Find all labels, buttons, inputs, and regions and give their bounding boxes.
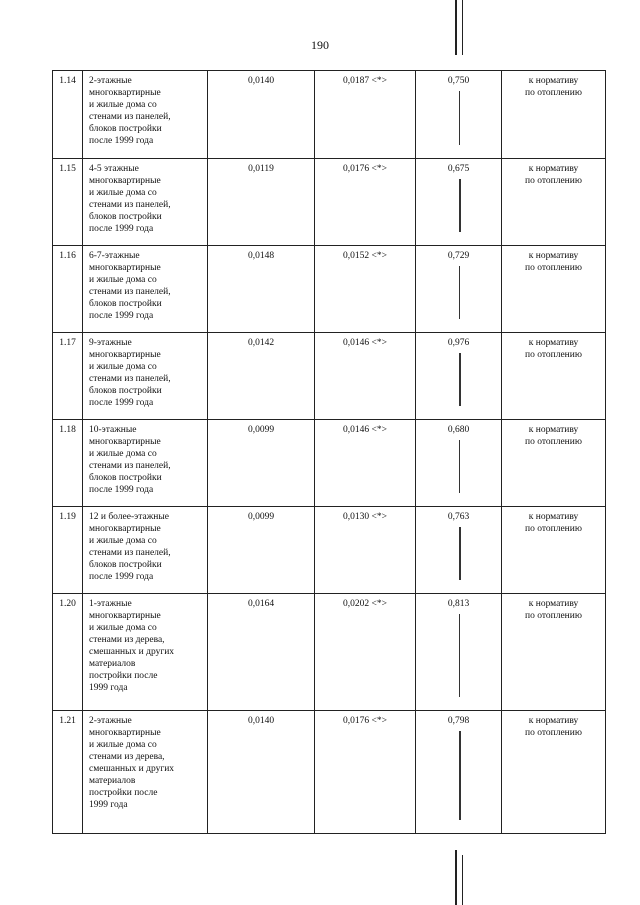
description-line: 1-этажные [89, 599, 132, 609]
description-line: после 1999 года [89, 224, 154, 234]
description-line: 1999 года [89, 800, 128, 810]
note-line: к нормативу [528, 251, 579, 261]
description-line: стенами из дерева, [89, 635, 165, 645]
table-row [53, 420, 606, 507]
note [502, 507, 606, 594]
row-number: 1.14 [53, 71, 83, 159]
note [502, 333, 606, 420]
value-1: 0,0164 [208, 594, 315, 711]
note-line: к нормативу [528, 512, 579, 522]
row-number: 1.19 [53, 507, 83, 594]
description-line: смешанных и других [89, 647, 175, 657]
value-3-cell [416, 333, 502, 420]
description-line: многоквартирные [89, 350, 161, 360]
building-description [83, 594, 208, 711]
description-line: после 1999 года [89, 311, 154, 321]
table-row [53, 711, 606, 834]
note [502, 594, 606, 711]
value-1: 0,0119 [208, 159, 315, 246]
description-line: смешанных и других [89, 764, 175, 774]
table-row [53, 594, 606, 711]
value-2: 0,0187 <*> [315, 71, 416, 159]
value-3: 0,680 [447, 425, 470, 435]
description-line: блоков постройки [89, 124, 162, 134]
note [502, 711, 606, 834]
description-line: стенами из панелей, [89, 112, 171, 122]
table-row [53, 246, 606, 333]
building-description [83, 71, 208, 159]
table-row [53, 71, 606, 159]
note-line: к нормативу [528, 599, 579, 609]
note [502, 246, 606, 333]
value-3: 0,750 [447, 76, 470, 86]
description-line: постройки после [89, 671, 158, 681]
value-3-cell [416, 71, 502, 159]
description-line: стенами из панелей, [89, 548, 171, 558]
scan-artifact-line [459, 527, 461, 580]
description-line: стенами из панелей, [89, 287, 171, 297]
description-line: блоков постройки [89, 560, 162, 570]
building-description [83, 420, 208, 507]
building-description [83, 711, 208, 834]
note [502, 420, 606, 507]
table-row [53, 333, 606, 420]
description-line: блоков постройки [89, 299, 162, 309]
description-line: после 1999 года [89, 485, 154, 495]
description-line: стенами из дерева, [89, 752, 165, 762]
note-line: по отоплению [525, 263, 582, 273]
note-line: к нормативу [528, 716, 579, 726]
description-line: стенами из панелей, [89, 374, 171, 384]
description-line: многоквартирные [89, 524, 161, 534]
value-3-cell [416, 159, 502, 246]
value-2: 0,0146 <*> [315, 333, 416, 420]
description-line: 4-5 этажные [89, 164, 139, 174]
scan-artifact-line [459, 731, 461, 820]
description-line: постройки после [89, 788, 158, 798]
scan-artifact-line [459, 91, 460, 145]
note-line: по отоплению [525, 437, 582, 447]
scan-artifact-line [459, 266, 460, 319]
building-description [83, 159, 208, 246]
note-line: по отоплению [525, 88, 582, 98]
note-line: к нормативу [528, 338, 579, 348]
row-number: 1.17 [53, 333, 83, 420]
description-line: многоквартирные [89, 263, 161, 273]
value-3-cell [416, 507, 502, 594]
description-line: блоков постройки [89, 386, 162, 396]
note-line: к нормативу [528, 164, 579, 174]
value-1: 0,0140 [208, 71, 315, 159]
scan-artifact-line [459, 614, 460, 697]
scan-edge-mark-bottom-2 [462, 855, 463, 905]
description-line: многоквартирные [89, 728, 161, 738]
building-description [83, 333, 208, 420]
scan-artifact-line [459, 353, 461, 406]
description-line: и жилые дома со [89, 188, 157, 198]
note-line: по отоплению [525, 350, 582, 360]
note-line: к нормативу [528, 76, 579, 86]
value-1: 0,0140 [208, 711, 315, 834]
building-description [83, 507, 208, 594]
value-3: 0,798 [447, 716, 470, 726]
description-line: и жилые дома со [89, 536, 157, 546]
scan-artifact-line [459, 179, 461, 232]
value-3-cell [416, 246, 502, 333]
description-line: многоквартирные [89, 611, 161, 621]
row-number: 1.18 [53, 420, 83, 507]
description-line: 12 и более-этажные [89, 512, 169, 522]
value-1: 0,0148 [208, 246, 315, 333]
description-line: 2-этажные [89, 76, 132, 86]
description-line: после 1999 года [89, 136, 154, 146]
value-2: 0,0176 <*> [315, 711, 416, 834]
value-3: 0,976 [447, 338, 470, 348]
description-line: стенами из панелей, [89, 200, 171, 210]
note-line: по отоплению [525, 176, 582, 186]
row-number: 1.16 [53, 246, 83, 333]
note-line: по отоплению [525, 524, 582, 534]
value-3-cell [416, 711, 502, 834]
description-line: многоквартирные [89, 176, 161, 186]
table-row [53, 159, 606, 246]
value-1: 0,0099 [208, 507, 315, 594]
description-line: 9-этажные [89, 338, 132, 348]
value-1: 0,0142 [208, 333, 315, 420]
description-line: и жилые дома со [89, 275, 157, 285]
value-3: 0,729 [447, 251, 470, 261]
value-2: 0,0152 <*> [315, 246, 416, 333]
value-3: 0,813 [447, 599, 470, 609]
value-2: 0,0146 <*> [315, 420, 416, 507]
value-3: 0,675 [447, 164, 470, 174]
description-line: и жилые дома со [89, 449, 157, 459]
description-line: блоков постройки [89, 473, 162, 483]
value-3: 0,763 [447, 512, 470, 522]
value-3-cell [416, 420, 502, 507]
value-3-cell [416, 594, 502, 711]
description-line: 1999 года [89, 683, 128, 693]
description-line: 2-этажные [89, 716, 132, 726]
note [502, 71, 606, 159]
scan-edge-mark-top-2 [462, 0, 463, 55]
row-number: 1.20 [53, 594, 83, 711]
building-description [83, 246, 208, 333]
description-line: многоквартирные [89, 437, 161, 447]
description-line: блоков постройки [89, 212, 162, 222]
description-line: стенами из панелей, [89, 461, 171, 471]
scan-artifact-line [459, 440, 460, 493]
description-line: и жилые дома со [89, 100, 157, 110]
description-line: 6-7-этажные [89, 251, 140, 261]
description-line: и жилые дома со [89, 740, 157, 750]
note-line: по отоплению [525, 611, 582, 621]
value-2: 0,0176 <*> [315, 159, 416, 246]
note-line: по отоплению [525, 728, 582, 738]
description-line: материалов [89, 776, 136, 786]
value-2: 0,0202 <*> [315, 594, 416, 711]
scan-edge-mark-bottom [455, 850, 457, 905]
description-line: после 1999 года [89, 398, 154, 408]
note [502, 159, 606, 246]
description-line: и жилые дома со [89, 362, 157, 372]
tariff-table [52, 70, 606, 834]
row-number: 1.21 [53, 711, 83, 834]
scan-edge-mark-top [455, 0, 457, 55]
row-number: 1.15 [53, 159, 83, 246]
description-line: после 1999 года [89, 572, 154, 582]
description-line: 10-этажные [89, 425, 137, 435]
value-2: 0,0130 <*> [315, 507, 416, 594]
value-1: 0,0099 [208, 420, 315, 507]
description-line: материалов [89, 659, 136, 669]
description-line: и жилые дома со [89, 623, 157, 633]
page-number: 190 [311, 38, 329, 52]
note-line: к нормативу [528, 425, 579, 435]
description-line: многоквартирные [89, 88, 161, 98]
table-row [53, 507, 606, 594]
